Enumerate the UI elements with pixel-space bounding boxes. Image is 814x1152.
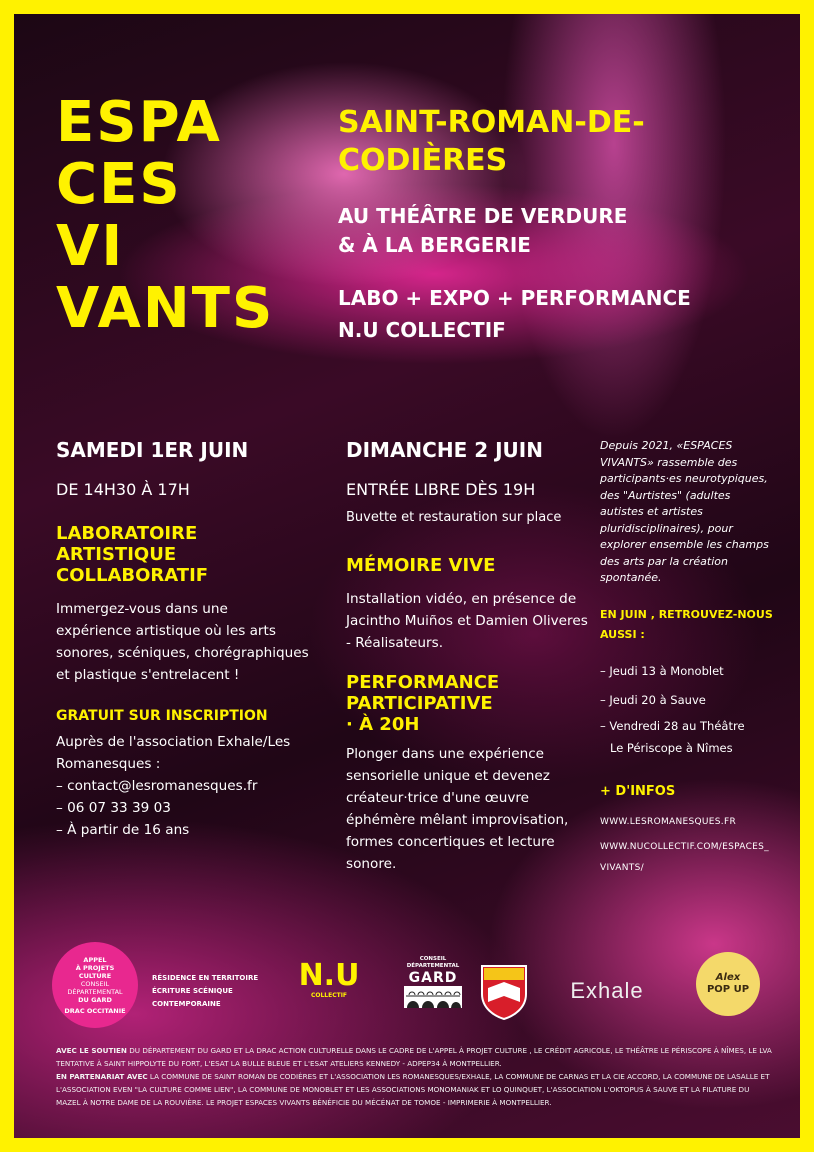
contact-phone-link[interactable]: – 06 07 33 39 03	[56, 800, 171, 816]
section-line: Plonger dans une expérience	[346, 746, 545, 762]
intro-line: pluridisciplinaires), pour	[600, 521, 733, 535]
side-intro	[600, 438, 790, 587]
program-line: N.U COLLECTIF	[338, 318, 506, 342]
section-title-line: · À 20H	[346, 714, 420, 735]
venue-text	[338, 202, 778, 260]
intro-line: participants·es neurotypiques,	[600, 472, 768, 485]
popup-logo	[696, 952, 760, 1016]
coat-of-arms-icon	[478, 964, 530, 1020]
contact-email-link[interactable]: – contact@lesromanesques.fr	[56, 778, 258, 794]
intro-line: explorer ensemble les champs	[600, 538, 769, 551]
location-line: SAINT-ROMAN-DE-	[338, 105, 645, 140]
appel-projets-logo	[52, 942, 138, 1028]
title-line: VANTS	[56, 276, 275, 341]
website-link[interactable]: WWW.LESROMANESQUES.FR	[600, 816, 736, 827]
description-line: Immergez-vous dans une	[56, 601, 228, 617]
section1-title: MÉMOIRE VIVE	[346, 555, 496, 576]
inscription-line: Auprès de l'association Exhale/Les	[56, 734, 291, 750]
credits-text	[56, 1044, 776, 1109]
intro-line: autistes et artistes	[600, 505, 703, 518]
june-dates	[600, 657, 790, 759]
day1-column	[56, 438, 326, 841]
june-title	[600, 605, 790, 645]
logo-text: DU GARD	[78, 995, 112, 1004]
credits-label: EN PARTENARIAT AVEC	[56, 1072, 148, 1081]
logo-text: À PROJETS	[75, 963, 115, 972]
popup-text: Alex	[715, 972, 741, 983]
logo-text: DÉPARTEMENTAL	[67, 987, 123, 996]
credits-body: DU DÉPARTEMENT DU GARD ET LA DRAC ACTION CULTURELLE DANS LE CADRE DE L'APPEL À PROJET CULTURE , LE CRÉDIT AGRICOLE, LE THÉÂTRE LE PÉRISCOPE À NÎMES, LE LVA TENTATIVE À SAINT HIPPOLYTE DU FORT, L'ESAT LA BULLE BLEUE ET L'ESAT ATELIERS KENNEDY - ADPEP34 À MONTPELLIER.	[56, 1046, 772, 1068]
credits-body: LA COMMUNE DE SAINT ROMAN DE CODIÈRES ET L'ASSOCIATION LES ROMANESQUES/EXHALE, LA COMMUNE DE CARNAS ET LA CIE ACCORD, LA COMMUNE DE LASALLE ET L'ASSOCIATION EVEN "LA CULTURE COMME LIEN", LA COMMUNE DE MONOBLET ET LES ASSOCIATIONS MONOMANIAK ET LO QUINQUET, L'ASSOCIATION L'OKTOPUS À SAUVE ET LA FILATURE DU MAZEL À NOTRE DAME DE LA ROUVIÈRE. LE PROJET ESPACES VIVANTS BÉNÉFICIE DU MÉCÉNAT DE TOMOE - IMPRIMERIE À MONTPELLIER.	[56, 1072, 770, 1107]
location-title	[338, 104, 778, 180]
section-line: Jacintho Muiños et Damien Oliveres	[346, 613, 588, 629]
section2-text	[346, 743, 596, 875]
residence-text	[152, 972, 292, 1011]
credits-partnership	[56, 1070, 776, 1109]
gard-logo	[398, 956, 468, 1008]
section2-title	[346, 672, 596, 735]
june-title-line: AUSSI :	[600, 627, 645, 641]
section-line: formes concertiques et lecture	[346, 834, 555, 850]
inscription-info	[56, 731, 326, 841]
logo-text: DRAC OCCITANIE	[64, 1006, 126, 1015]
intro-line: des arts par la création	[600, 554, 728, 568]
description-line: et plastique s'entrelacent !	[56, 667, 240, 683]
logo-text: CONSEIL	[80, 979, 110, 988]
logos-row	[14, 942, 800, 1032]
website-link-cont[interactable]: VIVANTS/	[600, 862, 644, 873]
credits-label: AVEC LE SOUTIEN	[56, 1046, 127, 1055]
intro-line: Depuis 2021, «ESPACES	[600, 439, 733, 452]
section-line: sensorielle unique et devenez	[346, 768, 550, 784]
description-line: sonores, scéniques, chorégraphiques	[56, 645, 309, 661]
program-text	[338, 282, 798, 346]
description-line: expérience artistique où les arts	[56, 623, 276, 639]
gard-top	[407, 956, 460, 970]
day2-heading: DIMANCHE 2 JUIN	[346, 438, 543, 462]
intro-line: spontanée.	[600, 571, 662, 584]
bridge-icon	[404, 986, 462, 1008]
logo-text: CULTURE	[78, 971, 112, 980]
residence-line: ÉCRITURE SCÉNIQUE CONTEMPORAINE	[152, 987, 233, 1008]
gard-top-line: CONSEIL	[419, 956, 447, 962]
intro-line: VIVANTS» rassemble des	[600, 455, 738, 469]
date-item: – Jeudi 20 à Sauve	[600, 692, 706, 707]
section-line: - Réalisateurs.	[346, 635, 444, 651]
venue-line: AU THÉÂTRE DE VERDURE	[338, 204, 628, 228]
june-title-line: EN JUIN , RETROUVEZ-NOUS	[600, 607, 773, 621]
day2-column	[346, 438, 596, 875]
section-line: éphémère mêlant improvisation,	[346, 812, 569, 828]
day1-heading: SAMEDI 1ER JUIN	[56, 438, 249, 462]
section-title-line: PARTICIPATIVE	[346, 693, 493, 714]
title-line: CES	[56, 152, 182, 217]
program-line: LABO + EXPO + PERFORMANCE	[338, 286, 691, 310]
residence-line: RÉSIDENCE EN TERRITOIRE	[152, 974, 259, 982]
side-column	[600, 438, 790, 881]
section-title-line: COLLABORATIF	[56, 565, 209, 586]
day1-section-title	[56, 523, 326, 586]
date-item: – Vendredi 28 au Théâtre	[600, 718, 745, 733]
main-title	[56, 92, 274, 340]
section-title-line: PERFORMANCE	[346, 672, 500, 693]
nu-logo-sub: COLLECTIF	[310, 992, 348, 999]
exhale-text: Exhale	[570, 978, 644, 1003]
venue-line: & À LA BERGERIE	[338, 233, 531, 257]
day1-description	[56, 598, 326, 686]
inscription-line: – À partir de 16 ans	[56, 822, 190, 838]
day2-note: Buvette et restauration sur place	[346, 510, 562, 525]
section-title-line: LABORATOIRE	[56, 523, 198, 544]
date-item: – Jeudi 13 à Monoblet	[600, 663, 724, 678]
popup-text: POP UP	[706, 984, 750, 995]
info-title: + D'INFOS	[600, 783, 676, 799]
nu-collectif-logo	[294, 960, 364, 999]
section-line: sonore.	[346, 856, 397, 872]
day1-time: DE 14H30 À 17H	[56, 480, 190, 499]
nu-logo-text: N.U	[298, 958, 360, 993]
inscription-title: GRATUIT SUR INSCRIPTION	[56, 708, 268, 724]
exhale-logo	[552, 978, 662, 1004]
title-line: ESPA	[56, 90, 222, 155]
date-item: Le Périscope à Nîmes	[610, 740, 733, 755]
location-line: CODIÈRES	[338, 143, 508, 178]
section-line: créateur·trice d'une œuvre	[346, 790, 530, 806]
title-line: VI	[56, 214, 125, 279]
section-title-line: ARTISTIQUE	[56, 544, 177, 565]
inscription-line: Romanesques :	[56, 756, 161, 772]
section1-text	[346, 588, 596, 654]
poster-background	[14, 14, 800, 1138]
day2-time: ENTRÉE LIBRE DÈS 19H	[346, 480, 536, 499]
website-link[interactable]: WWW.NUCOLLECTIF.COM/ESPACES_	[600, 841, 769, 852]
logo-text: APPEL	[83, 955, 107, 964]
info-links	[600, 810, 790, 881]
gard-text: GARD	[408, 970, 458, 986]
intro-line: des "Aurtistes" (adultes	[600, 488, 731, 502]
gard-top-line: DÉPARTEMENTAL	[406, 963, 460, 969]
section-line: Installation vidéo, en présence de	[346, 591, 577, 607]
credits-support	[56, 1044, 776, 1070]
